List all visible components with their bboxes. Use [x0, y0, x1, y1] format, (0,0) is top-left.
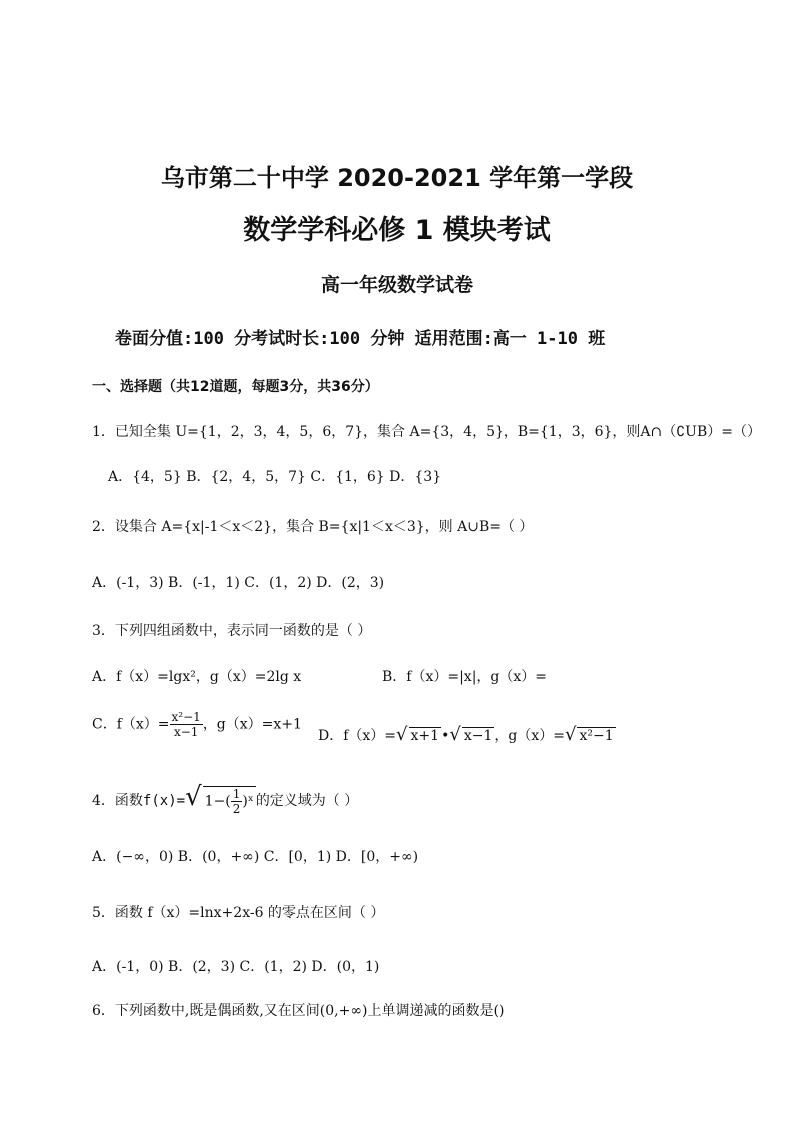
option-d-mid: ，g（x）= [494, 728, 565, 744]
option-c-fraction [170, 710, 203, 739]
question-5-options: A．(-1，0) B．(2，3) C．(1，2) D．(0，1) [92, 959, 380, 975]
sqrt-icon: √ [396, 724, 408, 745]
q4-fx: f(x)= [142, 793, 186, 809]
exam-title-line2: 数学学科必修 1 模块考试 [243, 215, 551, 246]
question-3-stem: 3．下列四组函数中，表示同一函数的是（ ） [92, 623, 372, 639]
question-1-stem: 1．已知全集 U={1，2，3，4，5，6，7}，集合 A={3，4，5}，B={1，3，6}，则A∩（∁UB）=（） [92, 424, 761, 440]
exam-subtitle: 高一年级数学试卷 [320, 274, 473, 296]
q4-fraction [231, 787, 243, 816]
option-c-prefix: C．f（x）= [92, 716, 170, 733]
question-4-stem [92, 782, 358, 816]
question-3-option-c [92, 710, 302, 739]
q4-radicand [203, 786, 256, 816]
sqrt-icon: √ [185, 782, 202, 812]
option-d-prefix: D．f（x）= [318, 728, 397, 744]
option-c-numerator: x²−1 [171, 710, 201, 724]
q4-inner-suffix: )ˣ [242, 793, 254, 809]
question-2-stem: 2．设集合 A={x|-1＜x＜2}，集合 B={x|1＜x＜3}，则 A∪B=（ ） [92, 519, 534, 535]
sqrt-icon: √ [449, 724, 461, 745]
sqrt-icon: √ [564, 724, 577, 745]
section-heading: 一、选择题（共12道题，每题3分，共36分） [92, 379, 379, 395]
question-6-stem: 6．下列函数中,既是偶函数,又在区间(0,+∞)上单调递减的函数是() [92, 1003, 505, 1019]
question-3-option-a: A．f（x）=lgx²，g（x）=2lg x [92, 669, 302, 685]
question-5-stem: 5．函数 f（x）=lnx+2x-6 的零点在区间（ ） [92, 905, 385, 921]
question-3-option-d [318, 724, 616, 745]
option-c-denominator: x−1 [173, 725, 199, 739]
option-d-radicand-1: x+1 [410, 728, 440, 744]
option-d-radicand-2: x−1 [463, 728, 493, 744]
q4-frac-den: 2 [232, 801, 241, 816]
option-c-suffix: ，g（x）=x+1 [202, 716, 302, 733]
exam-title-line1: 乌市第二十中学 2020-2021 学年第一学段 [160, 164, 634, 192]
question-1-options: A．{4，5} B．{2，4，5，7} C．{1，6} D．{3} [108, 469, 442, 485]
q4-inner-prefix: 1−( [204, 793, 231, 809]
q4-prefix: 4．函数 [92, 793, 143, 809]
question-4-options: A．(−∞，0) B．(0，+∞) C．[0，1) D．[0，+∞) [92, 849, 419, 865]
q4-frac-num: 1 [232, 786, 241, 801]
q4-suffix: 的定义域为（ ） [255, 793, 359, 809]
question-2-options: A．(-1，3) B．(-1，1) C．(1，2) D．(2，3) [92, 575, 385, 591]
exam-meta: 卷面分值:100 分考试时长:100 分钟 适用范围:高一 1-10 班 [115, 329, 606, 349]
option-d-radicand-3: x²−1 [579, 728, 614, 744]
option-d-dot: • [441, 728, 450, 744]
question-3-option-b: B．f（x）=|x|，g（x）= [382, 669, 548, 685]
